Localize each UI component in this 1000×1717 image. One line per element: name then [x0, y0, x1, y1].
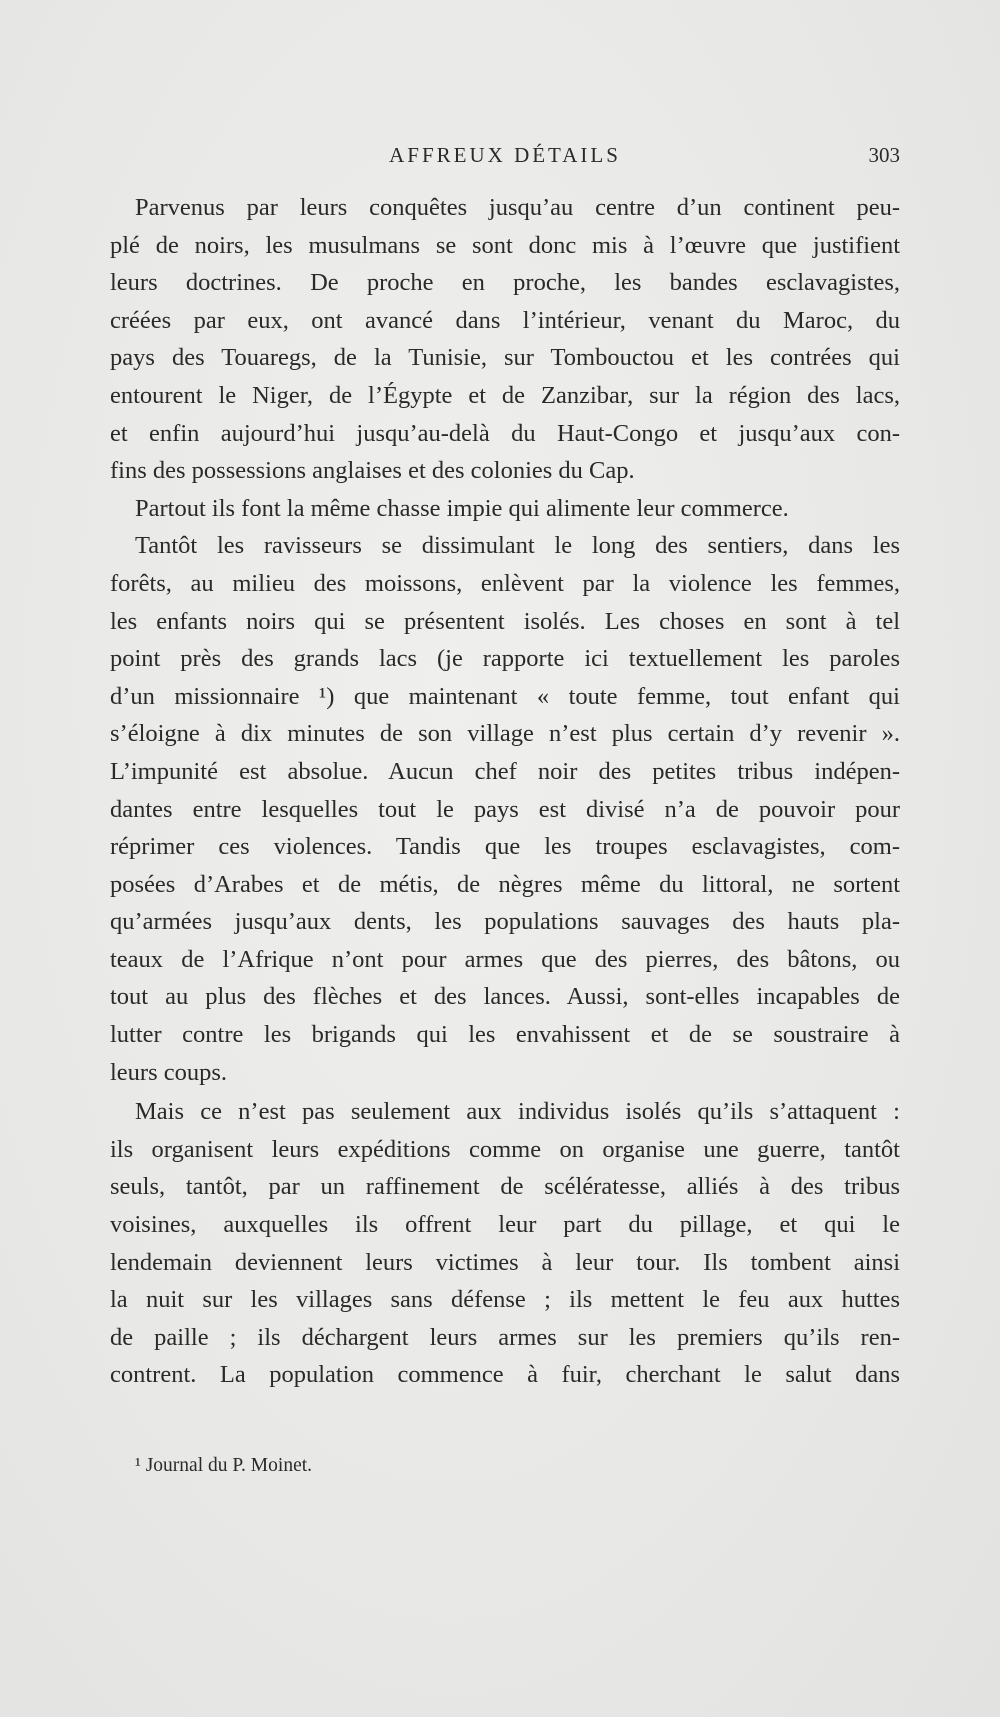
text-line: Parvenus par leurs conquêtes jusqu’au centre d’un continent peu- [135, 194, 900, 221]
text-line: plé de noirs, les musulmans se sont donc mis à l’œuvre que justifient [110, 231, 900, 259]
text-line: contrent. La population commence à fuir, cherchant le salut dans [110, 1361, 900, 1389]
text-line: de paille ; ils déchargent leurs armes sur les premiers qu’ils ren- [110, 1323, 900, 1351]
running-head [110, 143, 900, 173]
text-line: dantes entre lesquelles tout le pays est divisé n’a de pouvoir pour [110, 795, 900, 823]
text-line: point près des grands lacs (je rapporte ici textuellement les paroles [110, 645, 900, 673]
text-line: Tantôt les ravisseurs se dissimulant le long des sentiers, dans les [135, 532, 900, 560]
text-line: ils organisent leurs expéditions comme on organise une guerre, tantôt [110, 1135, 900, 1163]
text-line: teaux de l’Afrique n’ont pour armes que des pierres, des bâtons, ou [110, 945, 900, 973]
text-line: Partout ils font la même chasse impie qui alimente leur commerce. [135, 494, 789, 522]
text-line: lutter contre les brigands qui les envahissent et de se soustraire à [110, 1021, 900, 1049]
text-line: lendemain deviennent leurs victimes à leur tour. Ils tombent ainsi [110, 1248, 900, 1276]
text-line: créées par eux, ont avancé dans l’intérieur, venant du Maroc, du [110, 306, 900, 334]
text-line: s’éloigne à dix minutes de son village n’est plus certain d’y revenir ». [110, 720, 900, 748]
text-line: réprimer ces violences. Tandis que les troupes esclavagistes, com- [110, 833, 900, 861]
text-line: posées d’Arabes et de métis, de nègres même du littoral, ne sortent [110, 870, 900, 898]
text-line: seuls, tantôt, par un raffinement de scélératesse, alliés à des tribus [110, 1173, 900, 1201]
text-line: leurs doctrines. De proche en proche, les bandes esclavagistes, [110, 269, 900, 297]
text-line: forêts, au milieu des moissons, enlèvent par la violence les femmes, [110, 569, 900, 597]
text-line: L’impunité est absolue. Aucun chef noir des petites tribus indépen- [110, 757, 900, 785]
footnote: ¹ Journal du P. Moinet. [135, 1455, 313, 1476]
body-text [110, 189, 900, 1394]
text-line: fins des possessions anglaises et des colonies du Cap. [110, 457, 635, 485]
text-line: pays des Touaregs, de la Tunisie, sur Tombouctou et les contrées qui [110, 344, 900, 372]
text-line: voisines, auxquelles ils offrent leur part du pillage, et qui le [110, 1211, 900, 1239]
text-line: qu’armées jusqu’aux dents, les populations sauvages des hauts pla- [110, 908, 900, 936]
text-line: tout au plus des flèches et des lances. Aussi, sont-elles incapables de [110, 983, 900, 1011]
running-title: AFFREUX DÉTAILS [389, 143, 621, 167]
page-number: 303 [868, 143, 900, 167]
text-line: et enfin aujourd’hui jusqu’au-delà du Haut-Congo et jusqu’aux con- [110, 419, 900, 447]
text-line: d’un missionnaire ¹) que maintenant « toute femme, tout enfant qui [110, 682, 900, 710]
text-line: Mais ce n’est pas seulement aux individus isolés qu’ils s’attaquent : [135, 1098, 900, 1126]
text-line: la nuit sur les villages sans défense ; ils mettent le feu aux huttes [110, 1286, 900, 1314]
text-line: les enfants noirs qui se présentent isolés. Les choses en sont à tel [110, 607, 900, 635]
text-line: leurs coups. [110, 1058, 228, 1086]
text-line: entourent le Niger, de l’Égypte et de Zanzibar, sur la région des lacs, [110, 381, 900, 409]
